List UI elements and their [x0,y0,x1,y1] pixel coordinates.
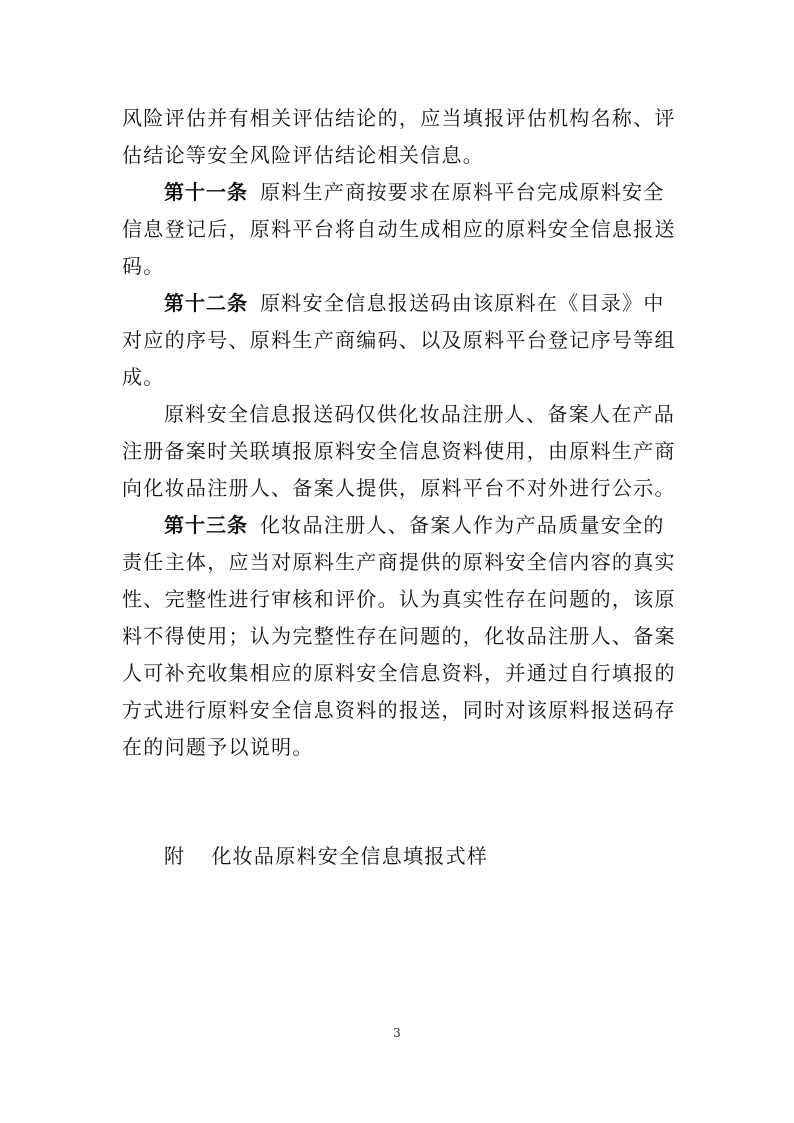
article-12-heading: 第十二条 [164,291,248,315]
paragraph-line: 性、完整性进行审核和评价。认为真实性存在问题的，该原 [122,587,676,611]
paragraph-line: 对应的序号、原料生产商编码、以及原料平台登记序号等组 [122,328,676,352]
paragraph-line: 注册备案时关联填报原料安全信息资料使用，由原料生产商 [122,439,676,463]
body-text [122,100,674,766]
paragraph-line: 原料安全信息报送码由该原料在《目录》中 [260,291,665,315]
page-number: 3 [393,1026,401,1040]
article-12-first-line [122,285,674,322]
paragraph-line: 在的问题予以说明。 [122,735,314,759]
article-13-first-line [122,507,674,544]
appendix-title: 化妆品原料安全信息填报式样 [211,844,489,868]
paragraph-line: 码。 [122,254,165,278]
paragraph-line: 化妆品注册人、备案人作为产品质量安全的 [260,513,665,537]
paragraph-line: 责任主体，应当对原料生产商提供的原料安全信内容的真实 [122,550,676,574]
paragraph-line: 向化妆品注册人、备案人提供，原料平台不对外进行公示。 [122,476,676,500]
article-13-heading: 第十三条 [164,513,248,537]
paragraph-line: 信息登记后，原料平台将自动生成相应的原料安全信息报送 [122,217,676,241]
article-11-first-line [122,174,674,211]
paragraph-line: 估结论等安全风险评估结论相关信息。 [122,143,485,167]
paragraph-line: 原料安全信息报送码仅供化妆品注册人、备案人在产品 [164,402,676,426]
paragraph-line: 风险评估并有相关评估结论的，应当填报评估机构名称、评 [122,106,676,130]
appendix-label: 附 [164,844,186,868]
paragraph-line: 成。 [122,365,165,389]
paragraph-line: 人可补充收集相应的原料安全信息资料，并通过自行填报的 [122,661,676,685]
paragraph-line: 方式进行原料安全信息资料的报送，同时对该原料报送码存 [122,698,676,722]
article-11-heading: 第十一条 [164,180,248,204]
paragraph-line: 原料生产商按要求在原料平台完成原料安全 [260,180,665,204]
appendix-line [164,838,488,875]
paragraph-line: 料不得使用；认为完整性存在问题的，化妆品注册人、备案 [122,624,676,648]
